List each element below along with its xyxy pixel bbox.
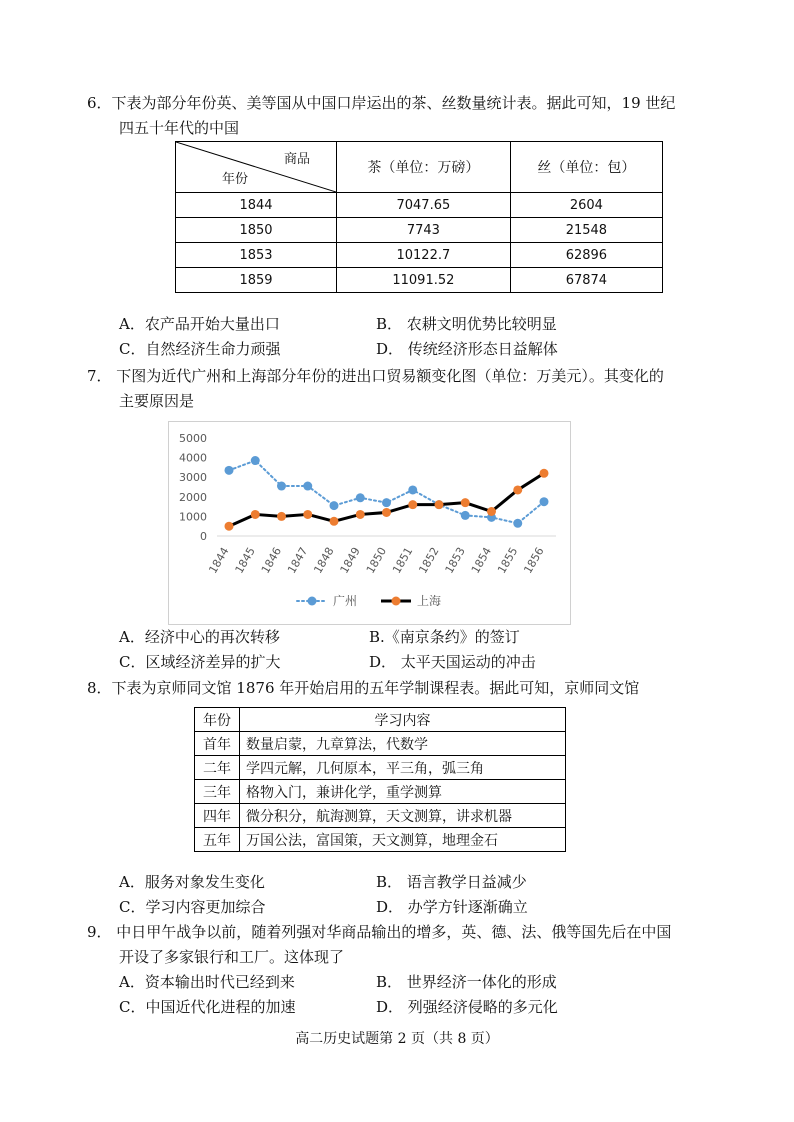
x-tick-label: 1844 bbox=[206, 545, 232, 576]
q6-table bbox=[175, 141, 663, 293]
q7-option-a: A．经济中心的再次转移 bbox=[119, 628, 280, 646]
q8-option-a: A．服务对象发生变化 bbox=[119, 873, 265, 891]
series-point-1 bbox=[225, 522, 234, 531]
series-point-0 bbox=[461, 511, 470, 520]
cell-silk: 2604 bbox=[510, 193, 662, 218]
x-tick-label: 1845 bbox=[232, 545, 258, 576]
cell-year: 1844 bbox=[176, 193, 337, 218]
cell-year: 三年 bbox=[195, 780, 240, 804]
cell-silk: 62896 bbox=[510, 243, 662, 268]
q8-table bbox=[194, 707, 566, 852]
x-tick-label: 1847 bbox=[285, 545, 311, 576]
series-point-1 bbox=[461, 498, 470, 507]
x-tick-label: 1853 bbox=[442, 545, 468, 576]
cell-tea: 11091.52 bbox=[337, 268, 511, 293]
table-row bbox=[176, 218, 663, 243]
x-tick-label: 1855 bbox=[495, 545, 521, 576]
legend-swatch-marker bbox=[392, 597, 401, 606]
table-row bbox=[195, 780, 566, 804]
q8-header-year: 年份 bbox=[195, 708, 240, 732]
q6-stem-line1: 6．下表为部分年份英、美等国从中国口岸运出的茶、丝数量统计表。据此可知，19 世纪 bbox=[87, 94, 676, 112]
series-point-0 bbox=[303, 482, 312, 491]
corner-label-goods: 商品 bbox=[283, 152, 310, 167]
q8-header-content: 学习内容 bbox=[240, 708, 566, 732]
legend-swatch-marker bbox=[308, 597, 317, 606]
q9-stem-line1: 9． 中日甲午战争以前，随着列强对华商品输出的增多，英、德、法、俄等国先后在中国 bbox=[87, 923, 672, 941]
series-point-1 bbox=[382, 508, 391, 517]
cell-year: 1853 bbox=[176, 243, 337, 268]
series-point-0 bbox=[277, 482, 286, 491]
page-footer: 高二历史试题第 2 页（共 8 页） bbox=[295, 1031, 499, 1047]
y-tick-label: 4000 bbox=[179, 451, 207, 465]
table-row bbox=[176, 243, 663, 268]
y-tick-label: 0 bbox=[200, 530, 207, 543]
cell-year: 五年 bbox=[195, 828, 240, 852]
q9-option-c: C．中国近代化进程的加速 bbox=[119, 998, 296, 1016]
x-tick-label: 1848 bbox=[311, 545, 337, 576]
series-point-1 bbox=[435, 500, 444, 509]
cell-tea: 7743 bbox=[337, 218, 511, 243]
series-point-1 bbox=[251, 510, 260, 519]
corner-label-year: 年份 bbox=[222, 172, 249, 187]
y-tick-label: 2000 bbox=[179, 490, 207, 504]
x-tick-label: 1852 bbox=[416, 545, 442, 576]
q9-option-d: D． 列强经济侵略的多元化 bbox=[376, 998, 558, 1016]
series-point-1 bbox=[408, 500, 417, 509]
q7-option-d: D． 太平天国运动的冲击 bbox=[369, 653, 536, 671]
cell-year: 1850 bbox=[176, 218, 337, 243]
series-point-1 bbox=[487, 507, 496, 516]
table-row bbox=[176, 193, 663, 218]
q7-stem-line1: 7． 下图为近代广州和上海部分年份的进出口贸易额变化图（单位：万美元）。其变化的 bbox=[87, 367, 664, 385]
diagonal-line bbox=[176, 142, 336, 192]
cell-silk: 21548 bbox=[510, 218, 662, 243]
q6-option-b: B． 农耕文明优势比较明显 bbox=[376, 315, 557, 333]
series-point-0 bbox=[225, 466, 234, 475]
q8-stem-line1: 8．下表为京师同文馆 1876 年开始启用的五年学制课程表。据此可知，京师同文馆 bbox=[87, 679, 640, 697]
legend-label: 上海 bbox=[417, 594, 442, 608]
table-row bbox=[195, 732, 566, 756]
x-tick-label: 1854 bbox=[468, 545, 495, 576]
x-tick-label: 1856 bbox=[521, 545, 547, 576]
series-point-0 bbox=[251, 456, 260, 465]
series-point-0 bbox=[513, 519, 522, 528]
cell-year: 首年 bbox=[195, 732, 240, 756]
q9-stem-line2: 开设了多家银行和工厂。这体现了 bbox=[119, 948, 345, 966]
trade-chart-svg bbox=[169, 422, 570, 624]
q6-stem-line2: 四五十年代的中国 bbox=[119, 119, 240, 137]
y-tick-label: 5000 bbox=[179, 432, 207, 445]
cell-content: 万国公法，富国策，天文测算，地理金石 bbox=[240, 828, 566, 852]
cell-year: 1859 bbox=[176, 268, 337, 293]
cell-year: 二年 bbox=[195, 756, 240, 780]
x-tick-label: 1846 bbox=[258, 545, 285, 576]
cell-year: 四年 bbox=[195, 804, 240, 828]
table-row bbox=[195, 756, 566, 780]
cell-tea: 7047.65 bbox=[337, 193, 511, 218]
x-tick-label: 1849 bbox=[337, 545, 363, 576]
series-point-1 bbox=[513, 485, 522, 494]
q8-option-c: C．学习内容更加综合 bbox=[119, 898, 266, 916]
legend-label: 广州 bbox=[333, 594, 358, 608]
trade-chart bbox=[168, 421, 571, 625]
cell-content: 格物入门，兼讲化学，重学测算 bbox=[240, 780, 566, 804]
y-tick-label: 1000 bbox=[179, 510, 207, 524]
y-tick-label: 3000 bbox=[179, 471, 207, 485]
cell-content: 数量启蒙，九章算法，代数学 bbox=[240, 732, 566, 756]
q6-table-corner bbox=[176, 142, 337, 193]
series-point-0 bbox=[408, 485, 417, 494]
series-point-1 bbox=[540, 469, 549, 478]
q8-option-d: D． 办学方针逐渐确立 bbox=[376, 898, 528, 916]
q6-header-silk: 丝（单位：包） bbox=[510, 142, 662, 193]
q7-option-b: B.《南京条约》的签订 bbox=[369, 628, 520, 646]
series-point-1 bbox=[356, 510, 365, 519]
q6-option-c: C．自然经济生命力顽强 bbox=[119, 340, 281, 358]
q6-option-d: D． 传统经济形态日益解体 bbox=[376, 340, 558, 358]
series-point-1 bbox=[277, 512, 286, 521]
q9-option-b: B． 世界经济一体化的形成 bbox=[376, 973, 557, 991]
table-row bbox=[176, 268, 663, 293]
series-point-0 bbox=[382, 498, 391, 507]
cell-tea: 10122.7 bbox=[337, 243, 511, 268]
cell-silk: 67874 bbox=[510, 268, 662, 293]
series-point-0 bbox=[356, 493, 365, 502]
table-row bbox=[195, 828, 566, 852]
cell-content: 微分积分，航海测算，天文测算，讲求机器 bbox=[240, 804, 566, 828]
q6-header-tea: 茶（单位：万磅） bbox=[337, 142, 511, 193]
series-point-1 bbox=[303, 510, 312, 519]
q7-stem-line2: 主要原因是 bbox=[119, 392, 195, 410]
x-tick-label: 1851 bbox=[390, 545, 416, 576]
series-point-0 bbox=[540, 497, 549, 506]
series-point-0 bbox=[330, 501, 339, 510]
q8-option-b: B． 语言教学日益减少 bbox=[376, 873, 527, 891]
x-tick-label: 1850 bbox=[363, 545, 390, 576]
q9-option-a: A．资本输出时代已经到来 bbox=[119, 973, 295, 991]
series-point-1 bbox=[330, 517, 339, 526]
q7-option-c: C．区域经济差异的扩大 bbox=[119, 653, 281, 671]
table-row bbox=[195, 804, 566, 828]
cell-content: 学四元解，几何原本，平三角，弧三角 bbox=[240, 756, 566, 780]
q6-option-a: A．农产品开始大量出口 bbox=[119, 315, 280, 333]
